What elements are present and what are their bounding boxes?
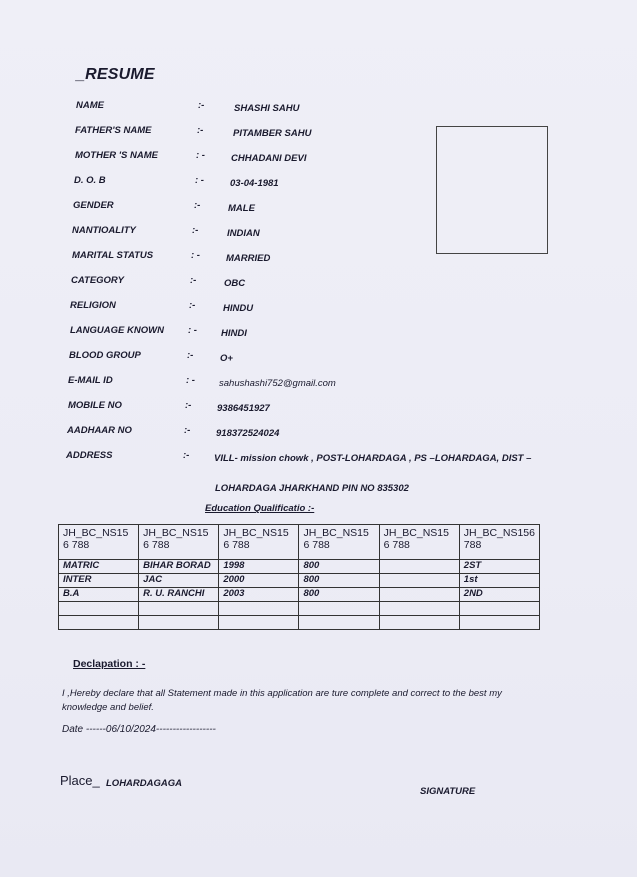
table-cell bbox=[459, 616, 539, 630]
field-colon: :- bbox=[184, 425, 191, 436]
table-cell bbox=[379, 574, 459, 588]
table-cell bbox=[379, 560, 459, 574]
field-label: GENDER bbox=[73, 200, 114, 211]
table-row bbox=[59, 602, 540, 616]
table-cell: B.A bbox=[59, 588, 139, 602]
field-value: HINDU bbox=[223, 303, 254, 314]
signature-label: SIGNATURE bbox=[420, 786, 476, 797]
field-value: O+ bbox=[220, 353, 233, 364]
field-colon: : - bbox=[191, 250, 200, 261]
field-label: AADHAAR NO bbox=[67, 425, 132, 436]
field-value: SHASHI SAHU bbox=[234, 103, 300, 114]
resume-title: _RESUME bbox=[76, 66, 155, 83]
photo-box bbox=[436, 126, 548, 254]
table-header-row bbox=[59, 525, 540, 560]
table-row bbox=[59, 560, 540, 574]
address-line-2: LOHARDAGA JHARKHAND PIN NO 835302 bbox=[215, 483, 409, 494]
table-cell bbox=[59, 602, 139, 616]
field-label: NANTIOALITY bbox=[72, 225, 136, 236]
field-value: VILL- mission chowk , POST-LOHARDAGA , PS –LOHARDAGA, DIST – bbox=[214, 453, 532, 464]
table-cell bbox=[459, 602, 539, 616]
table-cell bbox=[379, 616, 459, 630]
field-value: PITAMBER SAHU bbox=[233, 128, 312, 139]
field-label: CATEGORY bbox=[71, 275, 124, 286]
table-cell: 800 bbox=[299, 574, 379, 588]
table-row bbox=[59, 574, 540, 588]
table-header-cell: JH_BC_NS156 788 bbox=[219, 525, 299, 560]
table-cell bbox=[139, 616, 219, 630]
place-label: Place_ bbox=[60, 773, 100, 788]
table-header-cell: JH_BC_NS156 788 bbox=[459, 525, 539, 560]
field-label: LANGUAGE KNOWN bbox=[70, 325, 164, 336]
table-cell: 2003 bbox=[219, 588, 299, 602]
table-row bbox=[59, 588, 540, 602]
field-value: MALE bbox=[228, 203, 255, 214]
table-header-cell: JH_BC_NS156 788 bbox=[59, 525, 139, 560]
field-label: ADDRESS bbox=[66, 450, 113, 461]
table-header-cell: JH_BC_NS156 788 bbox=[299, 525, 379, 560]
field-value: CHHADANI DEVI bbox=[231, 153, 307, 164]
field-colon: :- bbox=[185, 400, 192, 411]
field-label: MARITAL STATUS bbox=[72, 250, 154, 261]
field-label: NAME bbox=[76, 100, 104, 111]
field-colon: :- bbox=[189, 300, 196, 311]
table-row bbox=[59, 616, 540, 630]
field-label: BLOOD GROUP bbox=[69, 350, 141, 361]
table-cell bbox=[379, 588, 459, 602]
field-value: sahushashi752@gmail.com bbox=[219, 378, 336, 389]
field-value: INDIAN bbox=[227, 228, 260, 239]
declaration-date: Date ------06/10/2024------------------ bbox=[62, 724, 216, 735]
field-label: E-MAIL ID bbox=[68, 375, 113, 386]
table-cell bbox=[219, 616, 299, 630]
table-header-cell: JH_BC_NS156 788 bbox=[379, 525, 459, 560]
declaration-title: Declapation : - bbox=[73, 658, 146, 670]
field-colon: : - bbox=[188, 325, 197, 336]
field-colon: :- bbox=[194, 200, 201, 211]
field-colon: : - bbox=[196, 150, 205, 161]
table-cell: 2ST bbox=[459, 560, 539, 574]
table-cell: INTER bbox=[59, 574, 139, 588]
field-label: MOTHER 'S NAME bbox=[75, 150, 159, 161]
table-cell: BIHAR BORAD bbox=[139, 560, 219, 574]
field-colon: :- bbox=[192, 225, 199, 236]
table-cell bbox=[299, 616, 379, 630]
field-value: HINDI bbox=[221, 328, 247, 339]
field-label: RELIGION bbox=[70, 300, 116, 311]
table-cell: 1998 bbox=[219, 560, 299, 574]
field-colon: :- bbox=[183, 450, 190, 461]
field-colon: :- bbox=[198, 100, 205, 111]
table-header-cell: JH_BC_NS156 788 bbox=[139, 525, 219, 560]
table-cell bbox=[59, 616, 139, 630]
field-value: 918372524024 bbox=[216, 428, 280, 439]
field-colon: :- bbox=[190, 275, 197, 286]
place-value: LOHARDAGAGA bbox=[106, 778, 182, 789]
table-cell: 800 bbox=[299, 588, 379, 602]
field-colon: : - bbox=[195, 175, 204, 186]
field-value: MARRIED bbox=[226, 253, 271, 264]
table-cell: 800 bbox=[299, 560, 379, 574]
declaration-text: I ,Hereby declare that all Statement made in this application are ture complete and correct to the best my knowledge and belief. bbox=[62, 688, 502, 713]
field-colon: :- bbox=[197, 125, 204, 136]
field-label: D. O. B bbox=[74, 175, 106, 186]
field-label: FATHER'S NAME bbox=[75, 125, 152, 136]
table-cell: 2000 bbox=[219, 574, 299, 588]
education-table bbox=[58, 524, 540, 630]
table-cell bbox=[139, 602, 219, 616]
education-title: Education Qualificatio :- bbox=[205, 503, 315, 514]
table-cell: R. U. RANCHI bbox=[139, 588, 219, 602]
field-colon: :- bbox=[187, 350, 194, 361]
table-cell bbox=[219, 602, 299, 616]
field-label: MOBILE NO bbox=[68, 400, 122, 411]
field-value: OBC bbox=[224, 278, 246, 289]
table-cell: 2ND bbox=[459, 588, 539, 602]
table-cell bbox=[379, 602, 459, 616]
table-cell: JAC bbox=[139, 574, 219, 588]
table-cell bbox=[299, 602, 379, 616]
table-cell: 1st bbox=[459, 574, 539, 588]
field-value: 9386451927 bbox=[217, 403, 270, 414]
field-colon: : - bbox=[186, 375, 195, 386]
field-value: 03-04-1981 bbox=[230, 178, 279, 189]
table-cell: MATRIC bbox=[59, 560, 139, 574]
